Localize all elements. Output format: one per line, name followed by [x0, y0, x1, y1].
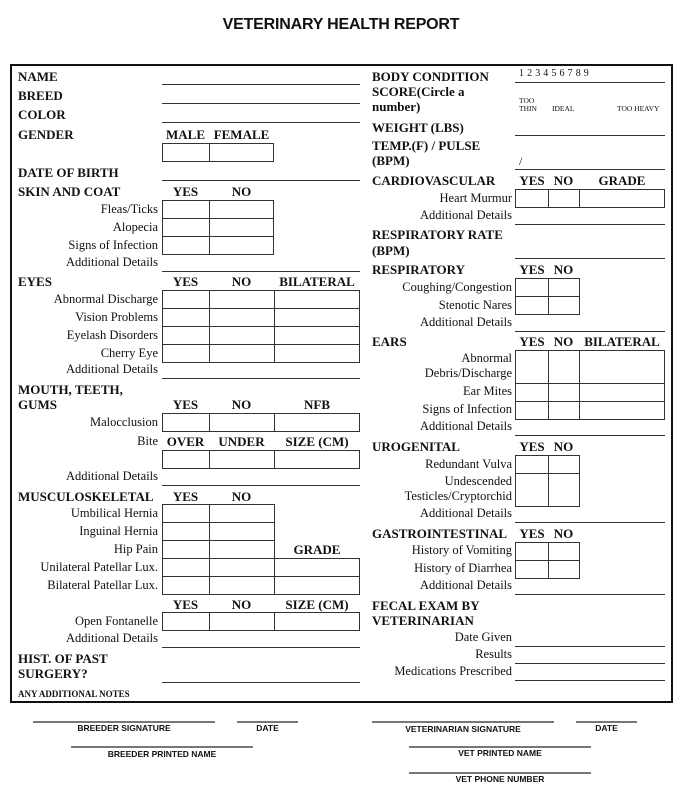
cardio-label: CARDIOVASCULAR: [372, 173, 496, 188]
eye-r4-bilateral[interactable]: [274, 344, 360, 363]
ear-mites-label: Ear Mites: [463, 384, 512, 398]
stenotic-nares-label: Stenotic Nares: [438, 298, 512, 312]
resp-rate-field[interactable]: [515, 258, 665, 259]
page-title: VETERINARY HEALTH REPORT: [222, 16, 460, 33]
bilateral-yes[interactable]: [162, 576, 210, 595]
vomiting-yes[interactable]: [515, 542, 549, 561]
surgery-field[interactable]: [162, 682, 360, 683]
skin-infection-no-box[interactable]: [209, 236, 274, 255]
bcs-label-3: number): [372, 99, 421, 114]
fleas-yes-box[interactable]: [162, 200, 210, 219]
resp-details-field[interactable]: [515, 331, 665, 332]
weight-field[interactable]: [515, 135, 665, 136]
date-given-field[interactable]: [515, 646, 665, 647]
heart-murmur-label: Heart Murmur: [439, 191, 512, 205]
eye-r3-yes[interactable]: [162, 326, 210, 345]
heart-murmur-yes[interactable]: [515, 189, 549, 208]
bite-over-header: OVER: [166, 434, 205, 449]
ears-yes-header: YES: [519, 334, 545, 349]
skin-yes-header: YES: [172, 184, 199, 199]
resp-rate-label-1: RESPIRATORY RATE: [372, 227, 503, 242]
too-thin-label-2: THIN: [519, 104, 537, 113]
cardio-details-field[interactable]: [515, 224, 665, 225]
eyes-label: EYES: [18, 274, 52, 289]
bite-over-box[interactable]: [162, 450, 210, 469]
mouth-details-label: Additional Details: [66, 469, 158, 483]
color-label: COLOR: [18, 107, 66, 122]
alopecia-label: Alopecia: [112, 220, 158, 234]
mouth-label-2: GUMS: [18, 397, 57, 412]
bcs-label-2: SCORE(Circle a: [372, 84, 465, 99]
open-fontanelle-label: Open Fontanelle: [75, 614, 158, 628]
vet-phone-label: VET PHONE NUMBER: [455, 774, 545, 784]
musculo-grade-header: GRADE: [293, 542, 341, 557]
bite-under-box[interactable]: [209, 450, 275, 469]
diarrhea-label: History of Diarrhea: [414, 561, 512, 575]
gender-label: GENDER: [18, 127, 74, 142]
fontanelle-no[interactable]: [209, 612, 275, 631]
eye-r4-yes[interactable]: [162, 344, 210, 363]
skin-infection-yes-box[interactable]: [162, 236, 210, 255]
eyes-details-label: Additional Details: [66, 362, 158, 376]
breeder-printed-name-label: BREEDER PRINTED NAME: [107, 749, 217, 759]
gi-no-header: NO: [553, 526, 574, 541]
stenotic-yes[interactable]: [515, 296, 549, 315]
malocclusion-yes[interactable]: [162, 413, 210, 432]
unilateral-yes[interactable]: [162, 558, 210, 577]
bite-size-header: SIZE (CM): [285, 434, 349, 449]
eye-r3-no[interactable]: [209, 326, 275, 345]
results-field[interactable]: [515, 663, 665, 664]
fecal-label-1: FECAL EXAM BY: [372, 598, 480, 613]
uro-yes-header: YES: [519, 439, 545, 454]
mites-bilateral[interactable]: [579, 383, 665, 402]
additional-notes-label: ANY ADDITIONAL NOTES: [18, 689, 130, 699]
male-header: MALE: [166, 127, 205, 142]
resp-yes-header: YES: [519, 262, 545, 277]
debris-no[interactable]: [548, 350, 580, 384]
eye-r1-no[interactable]: [209, 290, 275, 309]
heart-murmur-no[interactable]: [548, 189, 580, 208]
breeder-date-label: DATE: [256, 723, 279, 733]
name-field[interactable]: [162, 84, 360, 85]
cardio-details-label: Additional Details: [420, 208, 512, 222]
eye-r1-bilateral[interactable]: [274, 290, 360, 309]
breed-field[interactable]: [162, 103, 360, 104]
musculo-details-field[interactable]: [162, 647, 360, 648]
unilateral-grade[interactable]: [274, 558, 360, 577]
surgery-label-1: HIST. OF PAST: [18, 651, 108, 666]
too-heavy-label: TOO HEAVY: [617, 104, 660, 113]
bilateral-no[interactable]: [209, 576, 275, 595]
cardio-grade-header: GRADE: [598, 173, 646, 188]
coughing-no[interactable]: [548, 278, 580, 297]
abnormal-discharge-label: Abnormal Discharge: [53, 292, 158, 306]
inguinal-no[interactable]: [209, 522, 275, 541]
alopecia-no-box[interactable]: [209, 218, 274, 237]
ear-infection-yes[interactable]: [515, 401, 549, 420]
ears-label: EARS: [372, 334, 407, 349]
eye-r2-yes[interactable]: [162, 308, 210, 327]
ear-infection-no[interactable]: [548, 401, 580, 420]
surgery-label-2: SURGERY?: [18, 666, 88, 681]
debris-bilateral[interactable]: [579, 350, 665, 384]
malocclusion-label: Malocclusion: [89, 415, 158, 429]
hip-no[interactable]: [209, 540, 275, 559]
bilateral-patellar-label: Bilateral Patellar Lux.: [47, 578, 158, 592]
alopecia-yes-box[interactable]: [162, 218, 210, 237]
diarrhea-yes[interactable]: [515, 560, 549, 579]
umbilical-hernia-label: Umbilical Hernia: [70, 506, 158, 520]
skin-no-header: NO: [231, 184, 252, 199]
abnormal-debris-label-2: Debris/Discharge: [424, 366, 512, 380]
eyes-yes-header: YES: [172, 274, 199, 289]
uro-details-field[interactable]: [515, 522, 665, 523]
vulva-no[interactable]: [548, 455, 580, 474]
coughing-label: Coughing/Congestion: [402, 280, 512, 294]
breeder-printed-name-line[interactable]: [71, 746, 253, 748]
eye-r3-bilateral[interactable]: [274, 326, 360, 345]
temp-separator: /: [519, 154, 523, 168]
male-checkbox[interactable]: [162, 143, 210, 162]
resp-no-header: NO: [553, 262, 574, 277]
color-field[interactable]: [162, 122, 360, 123]
fontanelle-size[interactable]: [274, 612, 360, 631]
results-label: Results: [475, 647, 512, 661]
resp-rate-label-2: (BPM): [372, 243, 410, 258]
urogenital-label: UROGENITAL: [372, 439, 460, 454]
umbilical-no[interactable]: [209, 504, 275, 523]
fecal-label-2: VETERINARIAN: [372, 613, 474, 628]
eyes-details-field[interactable]: [162, 378, 360, 379]
skin-coat-label: SKIN AND COAT: [18, 184, 121, 199]
skin-details-field[interactable]: [162, 271, 360, 272]
bite-size-box[interactable]: [274, 450, 360, 469]
eye-r1-yes[interactable]: [162, 290, 210, 309]
female-checkbox[interactable]: [209, 143, 274, 162]
female-header: FEMALE: [213, 127, 270, 142]
gi-label: GASTROINTESTINAL: [372, 526, 508, 541]
bite-under-header: UNDER: [218, 434, 265, 449]
fontanelle-no-header: NO: [231, 597, 252, 612]
abnormal-debris-label-1: Abnormal: [461, 351, 512, 365]
vomiting-label: History of Vomiting: [411, 543, 512, 557]
undescended-label-1: Undescended: [444, 474, 512, 488]
musculo-yes-header: YES: [172, 489, 199, 504]
mouth-yes-header: YES: [172, 397, 199, 412]
medications-field[interactable]: [515, 680, 665, 681]
mites-no[interactable]: [548, 383, 580, 402]
inguinal-yes[interactable]: [162, 522, 210, 541]
vet-signature-line[interactable]: [372, 721, 554, 723]
weight-label: WEIGHT (LBS): [372, 120, 464, 135]
vet-printed-name-label: VET PRINTED NAME: [458, 748, 542, 758]
cryptorchid-no[interactable]: [548, 473, 580, 507]
eyes-bilateral-header: BILATERAL: [279, 274, 355, 289]
ears-bilateral-header: BILATERAL: [584, 334, 660, 349]
mouth-details-field[interactable]: [162, 485, 360, 486]
ears-no-header: NO: [553, 334, 574, 349]
coughing-yes[interactable]: [515, 278, 549, 297]
stenotic-no[interactable]: [548, 296, 580, 315]
vision-problems-label: Vision Problems: [75, 310, 158, 324]
ears-details-field[interactable]: [515, 435, 665, 436]
hip-yes[interactable]: [162, 540, 210, 559]
ear-infection-bilateral[interactable]: [579, 401, 665, 420]
malocclusion-nfb[interactable]: [274, 413, 360, 432]
unilateral-no[interactable]: [209, 558, 275, 577]
too-thin-label-1: TOO: [519, 96, 535, 105]
name-label: NAME: [18, 69, 58, 84]
medications-label: Medications Prescribed: [394, 664, 512, 678]
dob-label: DATE OF BIRTH: [18, 165, 119, 180]
skin-infection-label: Signs of Infection: [68, 238, 158, 252]
fleas-no-box[interactable]: [209, 200, 274, 219]
mouth-nfb-header: NFB: [304, 397, 330, 412]
uro-no-header: NO: [553, 439, 574, 454]
musculoskeletal-label: MUSCULOSKELETAL: [18, 489, 154, 504]
breed-label: BREED: [18, 88, 63, 103]
breeder-signature-label: BREEDER SIGNATURE: [77, 723, 171, 733]
fontanelle-yes-header: YES: [172, 597, 199, 612]
malocclusion-no[interactable]: [209, 413, 275, 432]
skin-details-label: Additional Details: [66, 255, 158, 269]
cardio-yes-header: YES: [519, 173, 545, 188]
bite-label: Bite: [137, 434, 158, 448]
temp-label-2: (BPM): [372, 153, 410, 168]
resp-details-label: Additional Details: [420, 315, 512, 329]
mouth-label-1: MOUTH, TEETH,: [18, 382, 123, 397]
fontanelle-yes[interactable]: [162, 612, 210, 631]
gi-yes-header: YES: [519, 526, 545, 541]
hip-pain-label: Hip Pain: [113, 542, 158, 556]
bilateral-grade[interactable]: [274, 576, 360, 595]
date-given-label: Date Given: [454, 630, 512, 644]
vet-date-label: DATE: [595, 723, 618, 733]
eye-r2-bilateral[interactable]: [274, 308, 360, 327]
eyelash-disorders-label: Eyelash Disorders: [66, 328, 158, 342]
inguinal-hernia-label: Inguinal Hernia: [79, 524, 158, 538]
eye-r4-no[interactable]: [209, 344, 275, 363]
debris-yes[interactable]: [515, 350, 549, 384]
eyes-no-header: NO: [231, 274, 252, 289]
cryptorchid-yes[interactable]: [515, 473, 549, 507]
dob-field[interactable]: [162, 180, 360, 181]
undescended-label-2: Testicles/Cryptorchid: [404, 489, 512, 503]
mouth-no-header: NO: [231, 397, 252, 412]
unilateral-patellar-label: Unilateral Patellar Lux.: [40, 560, 158, 574]
fleas-label: Fleas/Ticks: [100, 202, 158, 216]
fontanelle-size-header: SIZE (CM): [285, 597, 349, 612]
heart-murmur-grade[interactable]: [579, 189, 665, 208]
ear-infection-label: Signs of Infection: [422, 402, 512, 416]
respiratory-label: RESPIRATORY: [372, 262, 465, 277]
bcs-scale[interactable]: 1 2 3 4 5 6 7 8 9: [519, 68, 590, 79]
ears-details-label: Additional Details: [420, 419, 512, 433]
gi-details-field[interactable]: [515, 594, 665, 595]
gi-details-label: Additional Details: [420, 578, 512, 592]
temp-pulse-field[interactable]: [515, 169, 665, 170]
cardio-no-header: NO: [553, 173, 574, 188]
musculo-details-label: Additional Details: [66, 631, 158, 645]
temp-label-1: TEMP.(F) / PULSE: [372, 138, 481, 153]
eye-r2-no[interactable]: [209, 308, 275, 327]
bcs-label-1: BODY CONDITION: [372, 69, 489, 84]
cherry-eye-label: Cherry Eye: [100, 346, 158, 360]
bcs-line: [515, 82, 665, 83]
uro-details-label: Additional Details: [420, 506, 512, 520]
vet-signature-label: VETERINARIAN SIGNATURE: [405, 724, 521, 734]
umbilical-yes[interactable]: [162, 504, 210, 523]
ideal-label: IDEAL: [552, 104, 575, 113]
diarrhea-no[interactable]: [548, 560, 580, 579]
vulva-yes[interactable]: [515, 455, 549, 474]
vomiting-no[interactable]: [548, 542, 580, 561]
mites-yes[interactable]: [515, 383, 549, 402]
musculo-no-header: NO: [231, 489, 252, 504]
redundant-vulva-label: Redundant Vulva: [425, 457, 512, 471]
